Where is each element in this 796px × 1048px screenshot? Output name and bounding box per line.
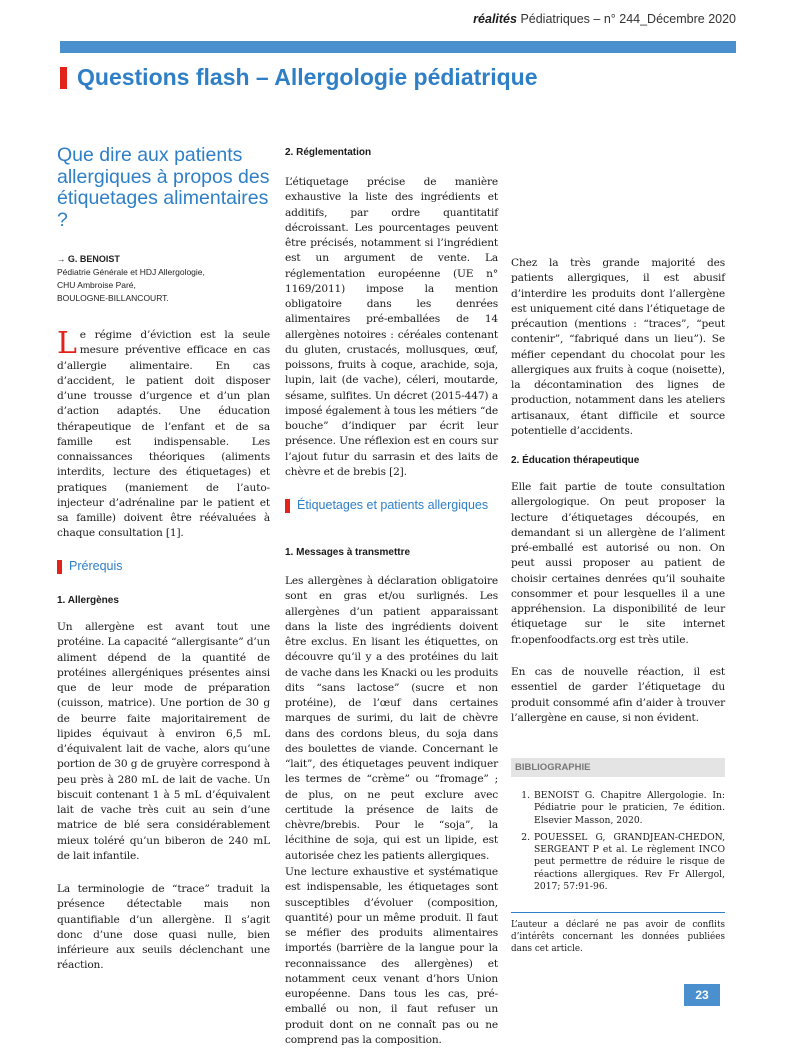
section-title <box>60 64 538 91</box>
bibliography-list <box>511 790 725 898</box>
author-name: G. BENOIST <box>67 254 120 264</box>
ref-number: 2. <box>521 831 530 843</box>
section-title-text: Questions flash – Allergologie pédiatrique <box>77 64 538 90</box>
paragraph: Une lecture exhaustive et systématique est indispensable, les étiquetages sont susceptibles d’évoluer (composition, quantité) pour un même produit. Il faut se méfier des produits alimentaires importés (barrière de la langue pour la reconnaissance des allergènes) et notamment ceux venant d’hors Union européenne. Dans tous les cas, pré-emballé ou non, il faut refuser un produit dont on ne connaît pas ou ne comprend pas la composition. <box>285 866 498 1046</box>
paragraph: La terminologie de “trace” traduit la présence détectable mais non quantifiable d’un allergène. Il s’agit donc d’une dose quasi nulle, bien inférieure aux seuils déclenchant une réaction. <box>57 883 270 972</box>
ref-text: BENOIST G. Chapitre Allergologie. In: Pédiatrie pour le praticien, 7e édition. Elsevier Masson, 2020. <box>534 790 725 826</box>
running-head <box>473 12 736 26</box>
subheading-education: 2. Éducation thérapeutique <box>511 455 640 466</box>
ref-text: POUESSEL G, GRANDJEAN-CHEDON, SERGEANT P et al. Le règlement INCO peut permettre de réduire le risque de réactions allergiques. Rev Fr Allergol, 2017; 57:91-96. <box>534 831 725 893</box>
header-bar <box>60 41 736 53</box>
journal-issue: Pédiatriques – n° 244_Décembre 2020 <box>520 12 736 26</box>
ref-number: 1. <box>521 790 530 801</box>
paragraph: L’étiquetage précise de manière exhaustive la liste des ingrédients et additifs, par ordre quantitatif décroissant. Les pourcentages peuvent être précisés, notamment si l’ingrédient est un argument de vente. La réglementation européenne (UE n° 1169/2011) impose la mention obligatoire dans les denrées alimentaires pré-emballées de 14 allergènes notoires : céréales contenant du gluten, crustacés, mollusques, œuf, poissons, fruits à coque, arachide, soja, lupin, lait (de vache), céleri, moutarde, sésame, sulfites. Un décret (2015-447) a imposé également à tous les métiers “de bouche” d’indiquer par écrit leur présence. Une réflexion est en cours sur l’ajout futur du sarrasin et des laits de chèvre et de brebis [2]. <box>285 176 498 478</box>
heading-prerequis <box>57 559 123 574</box>
affiliation-line: CHU Ambroise Paré, <box>57 280 136 290</box>
article-title: Que dire aux patients allergiques à propos des étiquetages alimentaires ? <box>57 144 270 231</box>
paragraph: Elle fait partie de toute consultation allergologique. On peut proposer la lecture d’étiquetages découpés, en demandant si un allergène de l’aliment pré-emballé est autorisé ou non. On peut aussi proposer au patient de choisir certaines denrées qu’il souhaite consommer et pour lesquelles il a une appréhension. La disponibilité de leur étiquetage sur le site internet fr.openfoodfacts.org est très utile. <box>511 481 725 646</box>
paragraph: En cas de nouvelle réaction, il est essentiel de garder l’étiquetage du produit consommé afin d’aider à trouver l’allergène en cause, si non évident. <box>511 666 725 724</box>
affiliation-line: BOULOGNE-BILLANCOURT. <box>57 293 169 303</box>
heading-marker <box>57 560 62 574</box>
bibliography-heading: BIBLIOGRAPHIE <box>511 758 725 777</box>
bibliography-item <box>511 790 725 827</box>
intro-text: e régime d’éviction est la seule mesure préventive efficace en cas d’allergie alimentaire. En cas d’accident, le patient doit disposer d’une trousse d’urgence et d’un plan d’action adaptés. Une éducation thérapeutique de l’enfant et de sa famille est indispensable. Les connaissances théoriques (aliments interdits, lecture des étiquetages) et pratiques (maniement de l’auto-injecteur d’adrénaline par le patient et sa famille) doivent être réévaluées à chaque consultation [1]. <box>57 329 270 540</box>
section-marker <box>60 67 67 89</box>
heading-text: Étiquetages et patients allergiques <box>297 498 489 512</box>
intro-paragraph <box>57 328 270 542</box>
affiliation-line: Pédiatrie Générale et HDJ Allergologie, <box>57 267 205 277</box>
paragraph: Un allergène est avant tout une protéine. La capacité “allergisante” d’un aliment dépend de la quantité de protéines allergéniques présentes ainsi que de leur mode de préparation (cuisson, matrice). Une portion de 30 g de beurre faite majoritairement de lipides équivaut à environ 6,5 mL d’équivalent lait de vache, alors qu’une portion de 30 g de gruyère correspond à peu près à 280 mL de lait de vache. Un biscuit contenant 1 à 5 mL d’équivalent lait de vache très cuit au sein d’une matrice de blé sera considérablement mieux toléré qu’un biberon de 240 mL de lait infantile. <box>57 621 270 862</box>
divider <box>511 912 725 913</box>
dropcap: L <box>57 326 77 361</box>
heading-marker <box>285 499 290 513</box>
author-block <box>57 253 272 305</box>
subheading-reglementation: 2. Réglementation <box>285 147 372 158</box>
heading-text: Prérequis <box>69 559 123 573</box>
heading-etiquetages <box>285 498 498 513</box>
subheading-messages: 1. Messages à transmettre <box>285 547 411 558</box>
paragraph: Les allergènes à déclaration obligatoire sont en gras et/ou surlignés. Les allergènes d’un patient apparaissant dans la liste des ingrédients doivent être exclus. En lisant les étiquettes, on découvre qu’il y a des protéines du lait de vache dans les Knacki ou les produits dits “sans lactose” (sucre et non protéine), de l’œuf dans certaines marques de surimi, du lait de chèvre dans des cordons bleus, du soja dans des boulettes de viande. Concernant le “lait”, des étiquetages peuvent indiquer les termes de “crème” ou “fromage” ; de plus, on ne peut exclure avec certitude la présence de laits de chèvre/brebis. Pour le “soja”, la lécithine de soja, qui est un lipide, est autorisée chez les patients allergiques. <box>285 575 498 862</box>
author-arrow-icon: → <box>57 254 66 264</box>
bibliography-item <box>511 832 725 893</box>
subheading-allergenes: 1. Allergènes <box>57 595 119 606</box>
journal-brand: réalités <box>473 12 517 26</box>
page-number: 23 <box>684 984 720 1006</box>
conflict-statement: L’auteur a déclaré ne pas avoir de conflits d’intérêts concernant les données publiées dans cet article. <box>511 920 725 954</box>
paragraph: Chez la très grande majorité des patients allergiques, il est abusif d’interdire les produits dont l’allergène est uniquement cité dans l’étiquetage de précaution (mentions : “traces”, “peut contenir”, “fabriqué dans un lieu”). Se méfier cependant du chocolat pour les allergiques aux fruits à coque (noisette), la décontamination des lignes de production, notamment dans les ateliers artisanaux, étant difficile et source potentielle d’accidents. <box>511 257 725 437</box>
